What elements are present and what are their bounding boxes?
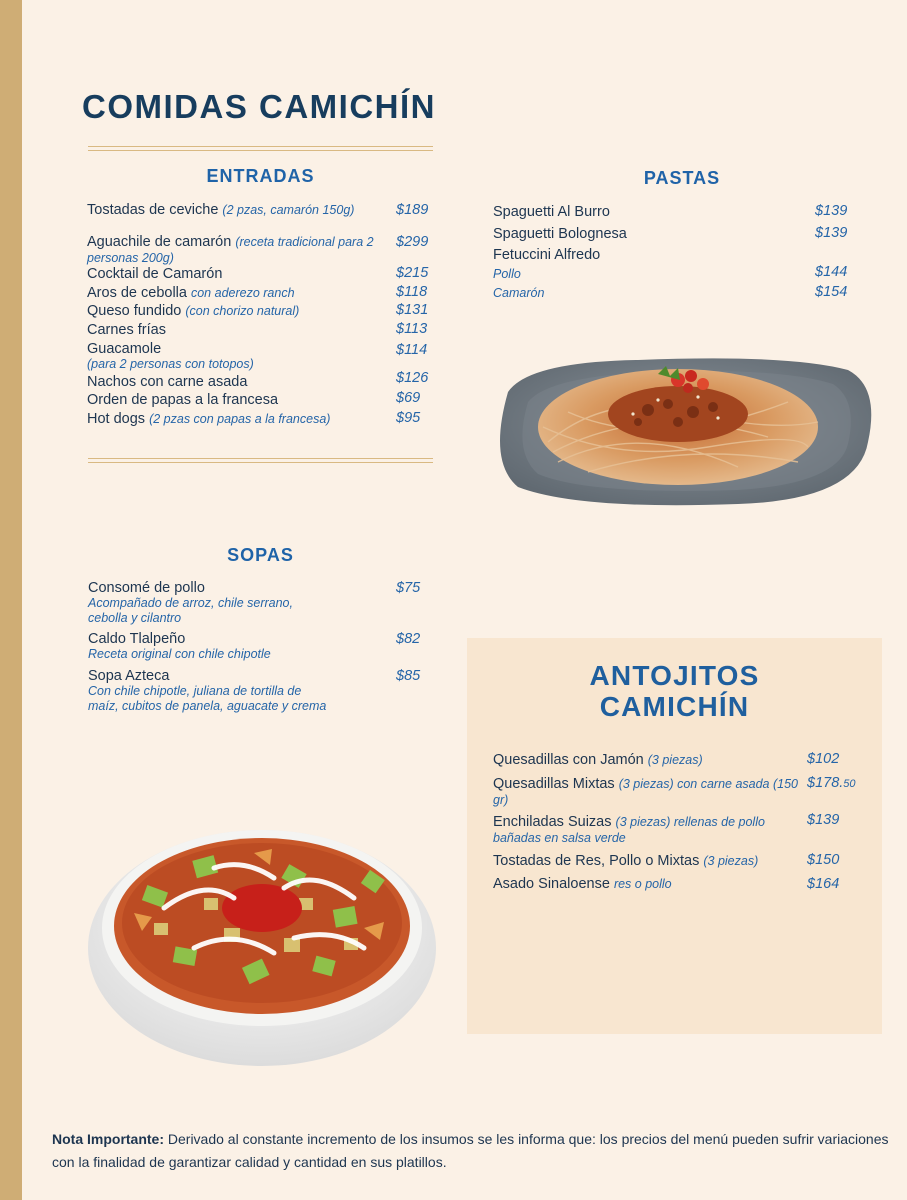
sopas-item — [88, 580, 328, 626]
item-price: $69 — [396, 390, 421, 406]
price-main: $164 — [807, 876, 840, 892]
item-price: $82 — [396, 631, 421, 647]
item-name: Aguachile de camarón — [87, 234, 232, 250]
item-name: Camarón — [493, 286, 545, 300]
item-name: Quesadillas Mixtas — [493, 776, 615, 792]
item-price: $299 — [396, 234, 429, 250]
item-price: $75 — [396, 580, 421, 596]
entradas-item — [87, 341, 387, 372]
item-price — [807, 852, 839, 868]
antojitos-item — [493, 853, 798, 869]
item-name: Nachos con carne asada — [87, 374, 248, 390]
item-name: Hot dogs — [87, 411, 146, 427]
item-desc: res o pollo — [613, 877, 672, 891]
important-note — [52, 1128, 892, 1174]
item-price: $85 — [396, 668, 421, 684]
entradas-item — [87, 374, 387, 390]
item-price: $131 — [396, 302, 429, 318]
item-desc: Acompañado de arroz, chile serrano, cebolla y cilantro — [88, 596, 293, 625]
item-desc: (3 piezas) — [647, 753, 703, 767]
item-desc: (3 piezas) con carne asada (150 gr) — [493, 777, 798, 807]
pastas-subitem — [493, 266, 793, 282]
item-price: $139 — [815, 225, 848, 241]
sopas-item — [88, 631, 328, 662]
item-price: $126 — [396, 370, 429, 386]
item-name: Orden de papas a la francesa — [87, 392, 279, 408]
item-desc: (receta tradicional para 2 personas 200g) — [87, 235, 374, 265]
item-name: Sopa Azteca — [88, 668, 170, 684]
item-name: Asado Sinaloense — [493, 876, 610, 892]
pastas-subitem — [493, 285, 793, 301]
side-accent-bar — [0, 0, 22, 1200]
entradas-item — [87, 322, 387, 338]
sopas-title: SOPAS — [227, 545, 294, 565]
entradas-item — [87, 303, 387, 319]
antojitos-item — [493, 876, 798, 892]
pastas-item — [493, 226, 793, 242]
price-cents: 50 — [843, 778, 856, 790]
note-text: Derivado al constante incremento de los insumos se les informa que: los precios del menú pueden sufrir variaciones con la finalidad de garantizar calidad y cantidad en sus platillos. — [52, 1131, 889, 1170]
entradas-top-rule — [88, 146, 433, 151]
entradas-item — [87, 234, 387, 266]
item-price — [807, 812, 839, 828]
item-name: Cocktail de Camarón — [87, 266, 223, 282]
item-price — [807, 751, 839, 767]
item-desc: (con chorizo natural) — [185, 304, 300, 318]
item-name: Enchiladas Suizas — [493, 814, 612, 830]
item-name: Tostadas de Res, Pollo o Mixtas — [493, 853, 700, 869]
item-price: $215 — [396, 265, 429, 281]
item-name: Guacamole — [87, 341, 162, 357]
item-name: Queso fundido — [87, 303, 182, 319]
item-desc: (3 piezas) rellenas de pollo bañadas en salsa verde — [493, 815, 765, 845]
item-name: Quesadillas con Jamón — [493, 752, 644, 768]
item-desc: Con chile chipotle, juliana de tortilla de maíz, cubitos de panela, aguacate y crema — [88, 684, 327, 713]
item-name: Pollo — [493, 267, 521, 281]
entradas-item — [87, 202, 387, 218]
sopas-item — [88, 668, 328, 714]
item-price: $139 — [815, 203, 848, 219]
antojitos-item — [493, 776, 798, 808]
pastas-item — [493, 204, 793, 220]
entradas-item — [87, 411, 387, 427]
item-price: $189 — [396, 202, 429, 218]
item-desc: (2 pzas, camarón 150g) — [222, 203, 355, 217]
item-price: $154 — [815, 284, 848, 300]
entradas-bottom-rule — [88, 458, 433, 463]
pastas-item — [493, 247, 793, 263]
antojitos-item — [493, 814, 798, 846]
antojitos-title-line1: ANTOJITOS — [589, 660, 760, 691]
item-price: $118 — [396, 284, 428, 300]
antojitos-title — [467, 660, 882, 722]
entradas-item — [87, 266, 387, 282]
item-name: Fetuccini Alfredo — [493, 247, 601, 263]
entradas-item — [87, 392, 387, 408]
price-main: $139 — [807, 812, 840, 828]
antojitos-title-line2: CAMICHÍN — [599, 691, 750, 722]
note-label: Nota Importante: — [52, 1131, 164, 1147]
item-name: Tostadas de ceviche — [87, 202, 219, 218]
item-desc: (2 pzas con papas a la francesa) — [149, 412, 331, 426]
item-price: $113 — [396, 321, 428, 337]
item-desc: (para 2 personas con totopos) — [87, 357, 254, 371]
price-main: $150 — [807, 852, 840, 868]
item-name: Carnes frías — [87, 322, 166, 338]
price-main: $102 — [807, 751, 840, 767]
item-name: Consomé de pollo — [88, 580, 205, 596]
page-title: COMIDAS CAMICHÍN — [82, 88, 436, 125]
item-price — [807, 775, 856, 791]
entradas-title: ENTRADAS — [206, 166, 315, 186]
item-name: Spaguetti Bolognesa — [493, 226, 627, 242]
pastas-title: PASTAS — [643, 168, 721, 188]
spaghetti-plate-image — [488, 352, 876, 512]
antojitos-item — [493, 752, 793, 768]
item-price: $95 — [396, 410, 421, 426]
price-main: $178. — [807, 775, 844, 791]
item-price: $144 — [815, 264, 848, 280]
item-price — [807, 876, 839, 892]
item-desc: (3 piezas) — [703, 854, 759, 868]
item-name: Spaguetti Al Burro — [493, 204, 610, 220]
item-desc: con aderezo ranch — [190, 286, 295, 300]
item-price: $114 — [396, 342, 428, 358]
entradas-item — [87, 285, 387, 301]
item-name: Aros de cebolla — [87, 285, 187, 301]
item-desc: Receta original con chile chipotle — [88, 647, 271, 661]
sopa-azteca-bowl-image — [84, 798, 440, 1073]
item-name: Caldo Tlalpeño — [88, 631, 186, 647]
